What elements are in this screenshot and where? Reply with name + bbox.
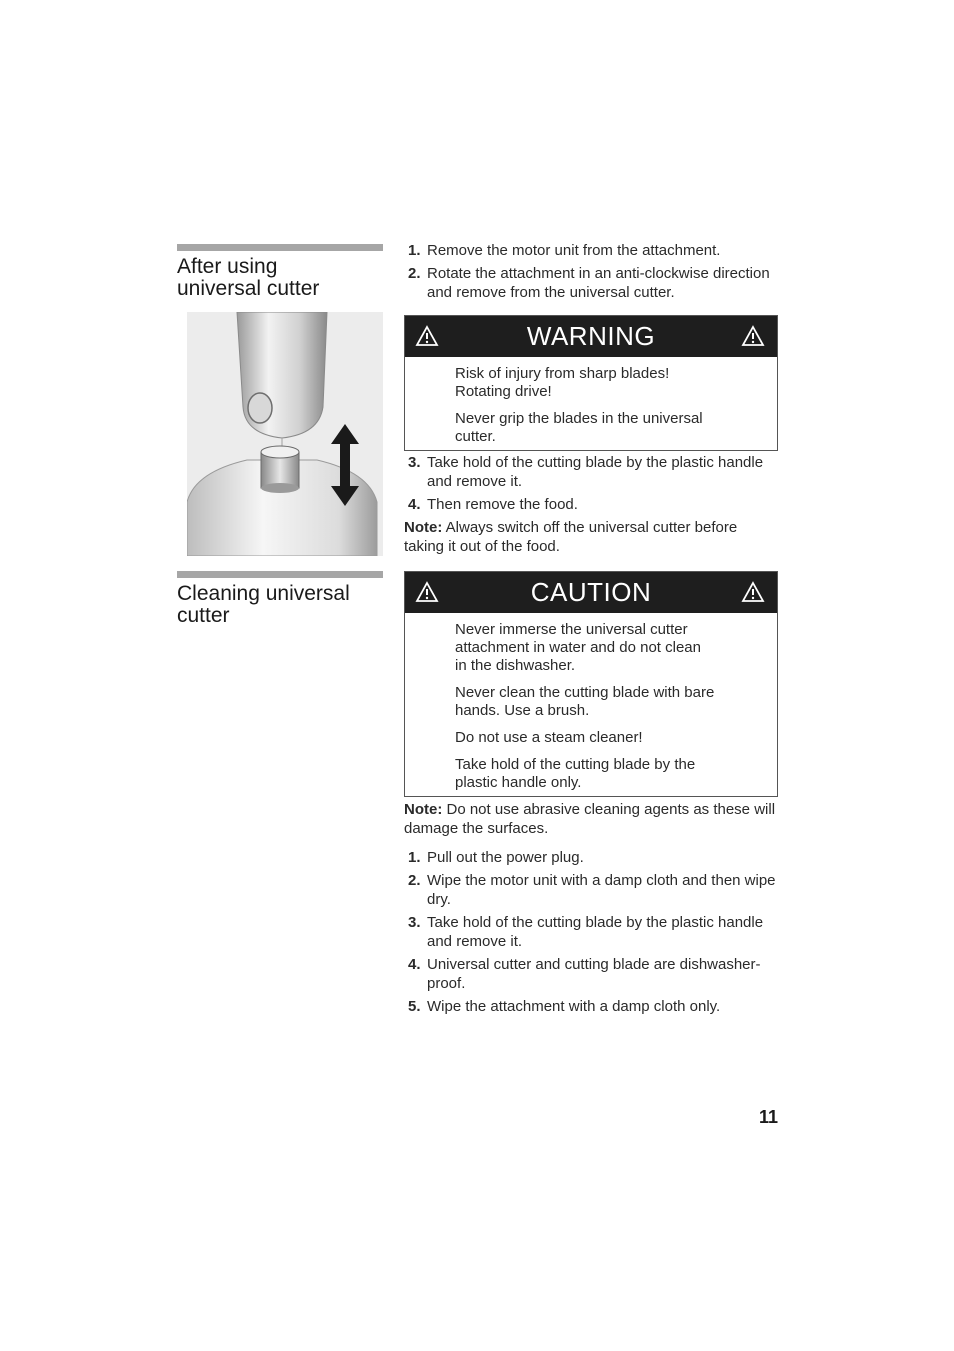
step-number: 2.: [408, 872, 421, 889]
step-item: [404, 495, 778, 514]
warning-triangle-icon: [741, 325, 765, 347]
step-number: 2.: [408, 265, 421, 282]
step-text: Remove the motor unit from the attachment.: [427, 242, 721, 259]
step-text: Take hold of the cutting blade by the plastic handle and remove it.: [427, 454, 764, 490]
caution-text: Take hold of the cutting blade by the plastic handle only.: [455, 756, 696, 791]
caution-box: [404, 571, 778, 797]
steps-after-using-a: [404, 241, 778, 306]
caution-text: Never clean the cutting blade with bare hands. Use a brush.: [455, 684, 715, 719]
step-number: 3.: [408, 454, 421, 471]
caution-text: Do not use a steam cleaner!: [455, 729, 643, 746]
step-number: 1.: [408, 242, 421, 259]
warning-header: [405, 316, 777, 357]
step-text: Take hold of the cutting blade by the plastic handle and remove it.: [427, 914, 764, 950]
step-item: [404, 955, 778, 993]
caution-header: [405, 572, 777, 613]
warning-triangle-icon: [415, 581, 439, 603]
step-text: Universal cutter and cutting blade are dishwasher-proof.: [427, 956, 761, 992]
warning-text: Risk of injury from sharp blades! Rotating drive!: [455, 365, 670, 400]
warning-triangle-icon: [741, 581, 765, 603]
step-number: 5.: [408, 998, 421, 1015]
step-number: 3.: [408, 914, 421, 931]
step-number: 1.: [408, 849, 421, 866]
note-switch-off: Note: Always switch off the universal cutter before taking it out of the food.: [404, 519, 738, 555]
section-heading-after-using: After using universal cutter: [177, 255, 320, 300]
steps-after-using-b: [404, 453, 778, 556]
warning-triangle-icon: [415, 325, 439, 347]
step-item: [404, 913, 778, 951]
caution-body: [405, 613, 777, 796]
cutter-illustration: [187, 312, 383, 556]
step-item: [404, 871, 778, 909]
section-rule: [177, 571, 383, 578]
warning-body: [405, 357, 777, 450]
step-item: [404, 453, 778, 491]
step-text: Wipe the motor unit with a damp cloth and then wipe dry.: [427, 872, 776, 908]
step-text: Wipe the attachment with a damp cloth only.: [427, 998, 721, 1015]
step-text: Pull out the power plug.: [427, 849, 584, 866]
step-item: [404, 241, 778, 260]
step-number: 4.: [408, 496, 421, 513]
step-text: Then remove the food.: [427, 496, 578, 513]
section-heading-cleaning: Cleaning universal cutter: [177, 582, 350, 627]
step-number: 4.: [408, 956, 421, 973]
step-item: [404, 264, 778, 302]
caution-text: Never immerse the universal cutter attachment in water and do not clean in the dishwasher.: [455, 621, 701, 674]
cleaning-section: [404, 800, 778, 1020]
warning-title: WARNING: [526, 321, 656, 351]
page-number: 11: [758, 1107, 778, 1127]
caution-title: CAUTION: [530, 577, 652, 607]
step-text: Rotate the attachment in an anti-clockwise direction and remove from the universal cutter.: [427, 265, 770, 301]
step-item: [404, 997, 778, 1016]
step-item: [404, 848, 778, 867]
note-abrasive: Note: Do not use abrasive cleaning agents as these will damage the surfaces.: [404, 801, 776, 837]
warning-box: [404, 315, 778, 451]
section-rule: [177, 244, 383, 251]
warning-text: Never grip the blades in the universal cutter.: [455, 410, 703, 445]
